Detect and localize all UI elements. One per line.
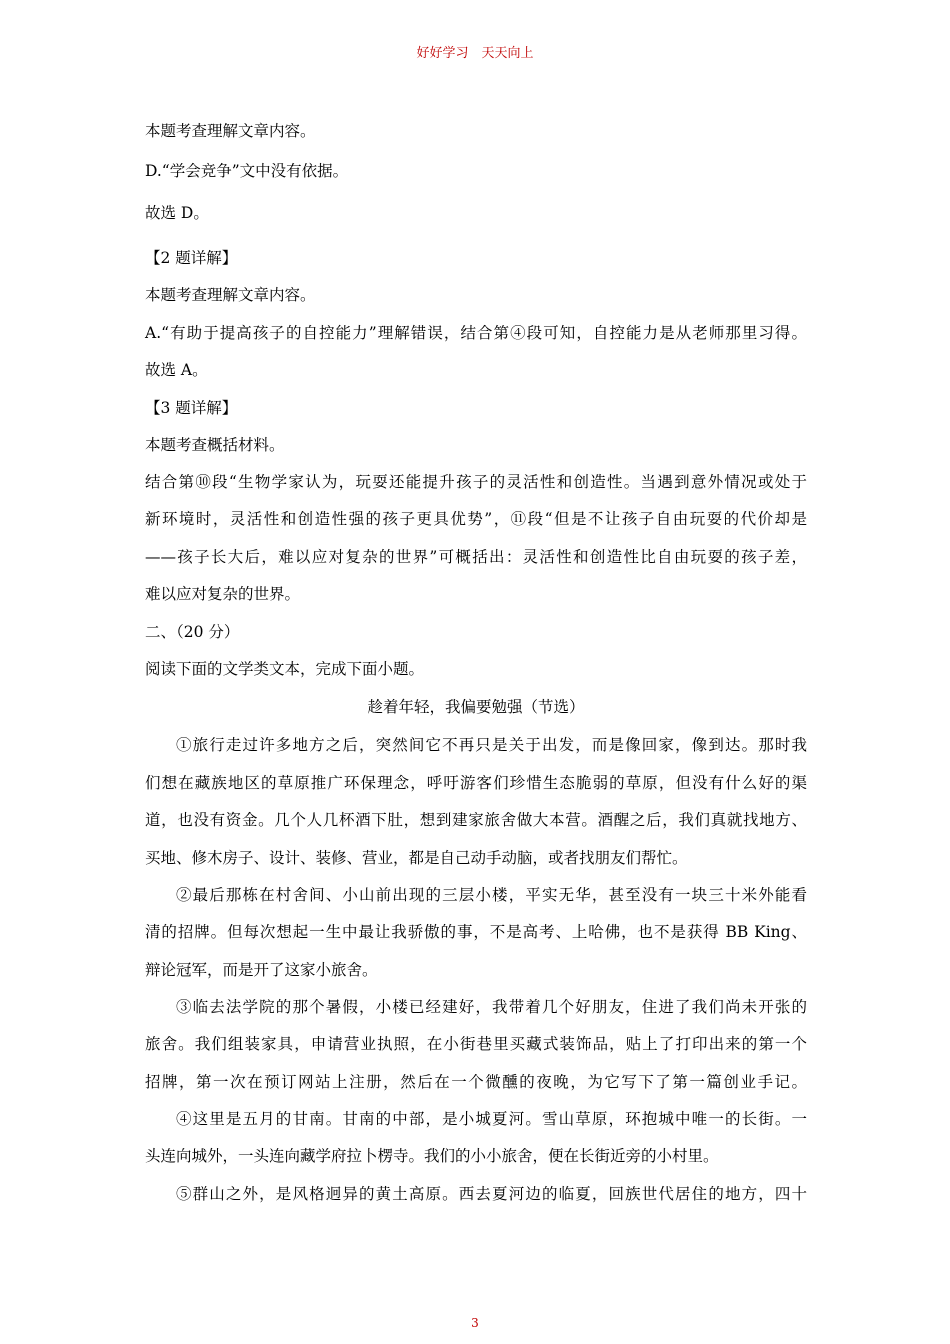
text-line: 旅舍。我们组装家具，申请营业执照，在小街巷里买藏式装饰品，贴上了打印出来的第一个 xyxy=(145,1035,807,1053)
text-line: 辩论冠军，而是开了这家小旅舍。 xyxy=(145,961,378,979)
text-line: 阅读下面的文学类文本，完成下面小题。 xyxy=(145,660,425,678)
text-line: 们想在藏族地区的草原推广环保理念，呼吁游客们珍惜生态脆弱的草原，但没有什么好的渠 xyxy=(145,774,807,792)
text-line: 清的招牌。但每次想起一生中最让我骄傲的事，不是高考、上哈佛，也不是获得 BB King、 xyxy=(145,923,807,941)
section-heading: 【2 题详解】 xyxy=(145,249,238,267)
text-line: ①旅行走过许多地方之后，突然间它不再只是关于出发，而是像回家，像到达。那时我 xyxy=(176,736,807,754)
text-line: ④这里是五月的甘南。甘南的中部，是小城夏河。雪山草原，环抱城中唯一的长街。一 xyxy=(176,1110,807,1128)
text-line: 道，也没有资金。几个人几杯酒下肚，想到建家旅舍做大本营。酒醒之后，我们真就找地方、 xyxy=(145,811,807,829)
text-line: 本题考查理解文章内容。 xyxy=(145,286,316,304)
text-line: 招牌，第一次在预订网站上注册，然后在一个微醺的夜晚，为它写下了第一篇创业手记。 xyxy=(145,1073,807,1091)
text-line: 结合第⑩段“生物学家认为，玩耍还能提升孩子的灵活性和创造性。当遇到意外情况或处于 xyxy=(145,473,807,491)
text-line: ——孩子长大后，难以应对复杂的世界”可概括出：灵活性和创造性比自由玩耍的孩子差， xyxy=(145,548,807,566)
article-title: 趁着年轻，我偏要勉强（节选） xyxy=(367,698,585,716)
text-line: 故选 A。 xyxy=(145,361,208,379)
text-line: 本题考查理解文章内容。 xyxy=(145,122,316,140)
text-line: 难以应对复杂的世界。 xyxy=(145,585,301,603)
text-line: 新环境时，灵活性和创造性强的孩子更具优势”，⑪段“但是不让孩子自由玩耍的代价却是 xyxy=(145,510,807,528)
text-line: ②最后那栋在村舍间、小山前出现的三层小楼，平实无华，甚至没有一块三十米外能看 xyxy=(176,886,807,904)
page-header: 好好学习 天天向上 xyxy=(416,46,534,61)
text-line: 本题考查概括材料。 xyxy=(145,436,285,454)
text-line: A.“有助于提高孩子的自控能力”理解错误，结合第④段可知，自控能力是从老师那里习得。 xyxy=(145,324,807,342)
text-line: ③临去法学院的那个暑假，小楼已经建好，我带着几个好朋友，住进了我们尚未开张的 xyxy=(176,998,807,1016)
text-line: 头连向城外，一头连向藏学府拉卜楞寺。我们的小小旅舍，便在长街近旁的小村里。 xyxy=(145,1147,719,1165)
text-line: 买地、修木房子、设计、装修、营业，都是自己动手动脑，或者找朋友们帮忙。 xyxy=(145,849,688,867)
page-number: 3 xyxy=(471,1316,479,1330)
text-line: 故选 D。 xyxy=(145,204,209,222)
section-heading: 二、（20 分） xyxy=(145,623,240,641)
section-heading: 【3 题详解】 xyxy=(145,399,238,417)
text-line: D.“学会竞争”文中没有依据。 xyxy=(145,162,349,180)
text-line: ⑤群山之外，是风格迥异的黄土高原。西去夏河边的临夏，回族世代居住的地方，四十 xyxy=(176,1185,807,1203)
